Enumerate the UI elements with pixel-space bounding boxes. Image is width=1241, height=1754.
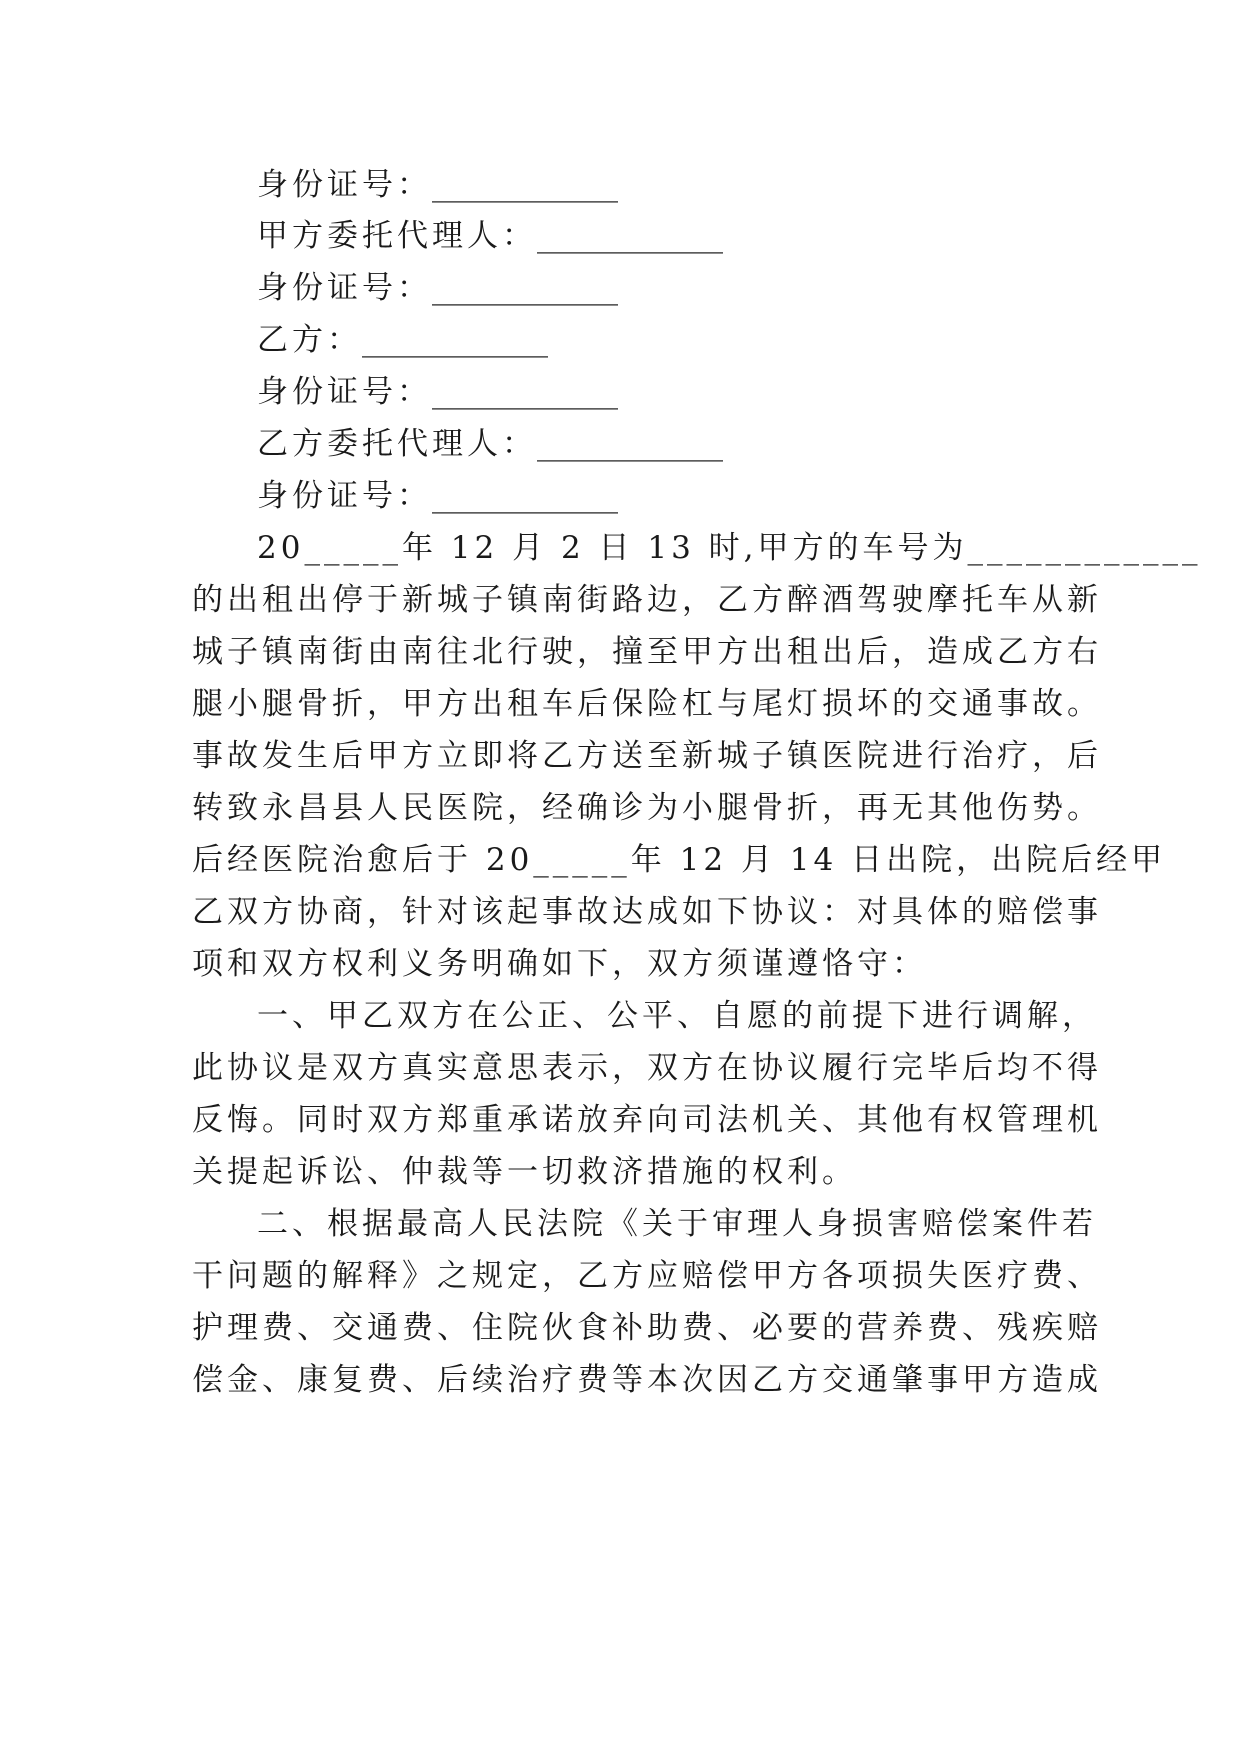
- field-value-blank: ____________: [362, 322, 548, 358]
- field-value-blank: ____________: [537, 218, 723, 254]
- field-label: 身份证号：: [257, 374, 432, 410]
- paragraph-line: 的出租出停于新城子镇南街路边，乙方醉酒驾驶摩托车从新: [192, 582, 1102, 618]
- paragraph-line: 项和双方权利义务明确如下，双方须谨遵恪守：: [192, 946, 927, 982]
- clause-line: 一、甲乙双方在公正、公平、自愿的前提下进行调解，: [257, 998, 1097, 1034]
- paragraph-line: 腿小腿骨折，甲方出租车后保险杠与尾灯损坏的交通事故。: [192, 686, 1102, 722]
- field-id-number-2: [257, 268, 618, 308]
- field-value-blank: ____________: [432, 478, 618, 514]
- field-value-blank: ____________: [537, 426, 723, 462]
- field-value-blank: ____________: [432, 270, 618, 306]
- field-label: 甲方委托代理人：: [257, 218, 537, 254]
- field-label: 乙方：: [257, 322, 362, 358]
- paragraph-line: 后经医院治愈后于 20_____年 12 月 14 日出院，出院后经甲: [192, 842, 1167, 878]
- clause-line: 护理费、交通费、住院伙食补助费、必要的营养费、残疾赔: [192, 1310, 1102, 1346]
- field-label: 乙方委托代理人：: [257, 426, 537, 462]
- clause-line: 关提起诉讼、仲裁等一切救济措施的权利。: [192, 1154, 857, 1190]
- field-label: 身份证号：: [257, 478, 432, 514]
- field-id-number-4: [257, 476, 618, 516]
- paragraph-line: 事故发生后甲方立即将乙方送至新城子镇医院进行治疗，后: [192, 738, 1102, 774]
- field-id-number-3: [257, 372, 618, 412]
- field-party-b: [257, 320, 548, 360]
- paragraph-line: 城子镇南街由南往北行驶，撞至甲方出租出后，造成乙方右: [192, 634, 1102, 670]
- paragraph-line: 乙双方协商，针对该起事故达成如下协议：对具体的赔偿事: [192, 894, 1102, 930]
- field-id-number-1: [257, 165, 618, 205]
- field-label: 身份证号：: [257, 270, 432, 306]
- clause-line: 此协议是双方真实意思表示，双方在协议履行完毕后均不得: [192, 1050, 1102, 1086]
- clause-line: 偿金、康复费、后续治疗费等本次因乙方交通肇事甲方造成: [192, 1362, 1102, 1398]
- paragraph-line: 转致永昌县人民医院，经确诊为小腿骨折，再无其他伤势。: [192, 790, 1102, 826]
- clause-line: 二、根据最高人民法院《关于审理人身损害赔偿案件若: [257, 1206, 1097, 1242]
- field-value-blank: ____________: [432, 374, 618, 410]
- clause-line: 反悔。同时双方郑重承诺放弃向司法机关、其他有权管理机: [192, 1102, 1102, 1138]
- paragraph-line: 20_____年 12 月 2 日 13 时,甲方的车号为____________: [257, 530, 1202, 566]
- field-label: 身份证号：: [257, 167, 432, 203]
- clause-line: 干问题的解释》之规定，乙方应赔偿甲方各项损失医疗费、: [192, 1258, 1102, 1294]
- field-party-a-agent: [257, 216, 723, 256]
- field-value-blank: ____________: [432, 167, 618, 203]
- field-party-b-agent: [257, 424, 723, 464]
